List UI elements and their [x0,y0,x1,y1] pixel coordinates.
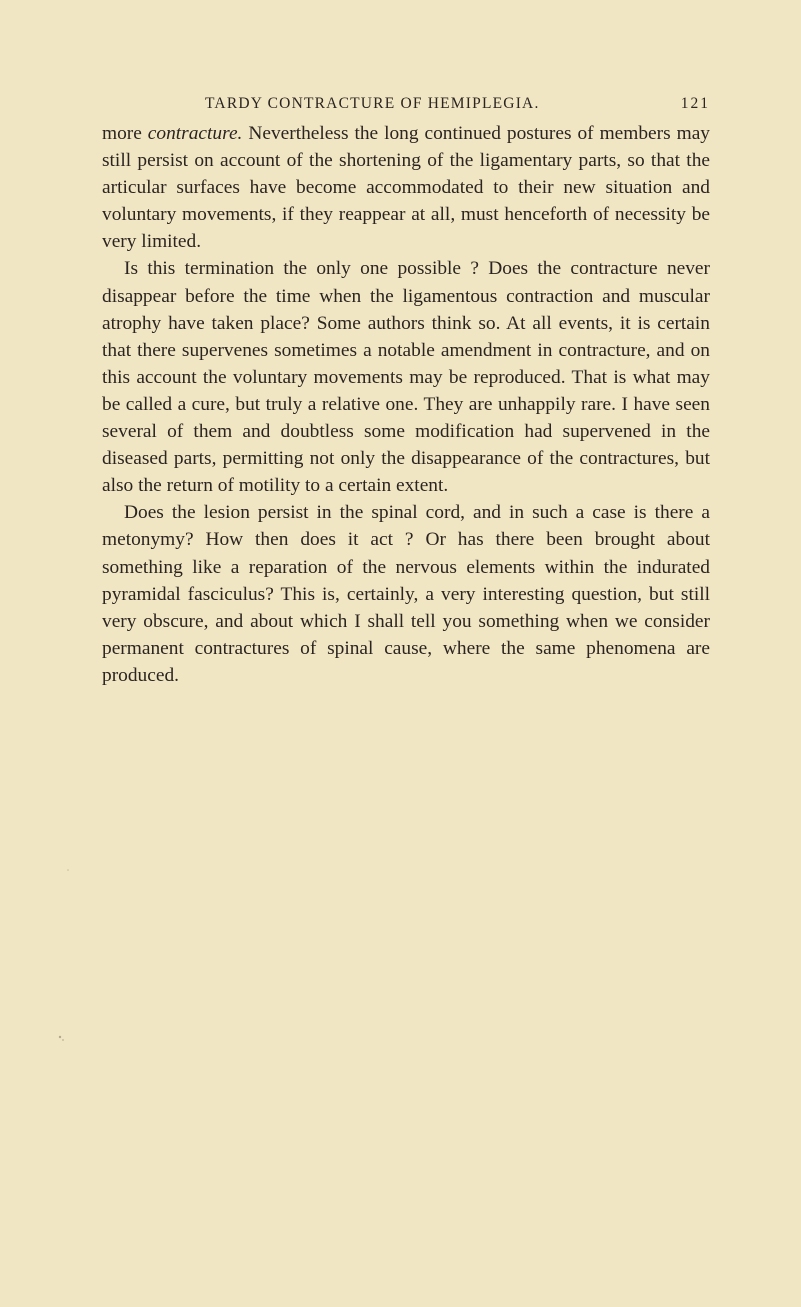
paragraph-3: Does the lesion persist in the spinal cord, and in such a case is there a metonymy? How then does it act ? Or has there been brought about something like a reparation of the nervous elements within the indurated pyramidal fasciculus? This is, certainly, a very interesting question, but still very obscure, and about which I shall tell you something when we consider permanent contractures of spinal cause, where the same phenomena are produced. [102,502,710,686]
paragraph-1-italic-term: contracture. [147,123,243,144]
paragraph-1 [102,120,710,255]
body-text [102,120,710,689]
paragraph-2: Is this termination the only one possible ? Does the contracture never disappear before the time when the ligamentous contraction and muscular atrophy have taken place? Some authors think so. At all events, it is certain that there supervenes sometimes a notable amendment in contracture, and on this account the voluntary movements may be reproduced. That is what may be called a cure, but truly a relative one. They are unhappily rare. I have seen several of them and doubtless some modification had supervened in the diseased parts, permitting not only the disappearance of the contractures, but also the return of motility to a certain extent. [102,258,710,497]
page-number: 121 [680,95,710,112]
paragraph-1-lead: more [102,123,148,144]
running-head [205,92,710,116]
paragraph-1-rest: Nevertheless the long continued postures of members may still persist on account of the shortening of the ligamentary parts, so that the articular surfaces have become accommodated to their new situation and voluntary movements, if they reappear at all, must henceforth of necessity be very limited. [102,123,710,253]
running-title: TARDY CONTRACTURE OF HEMIPLEGIA. [205,95,540,112]
